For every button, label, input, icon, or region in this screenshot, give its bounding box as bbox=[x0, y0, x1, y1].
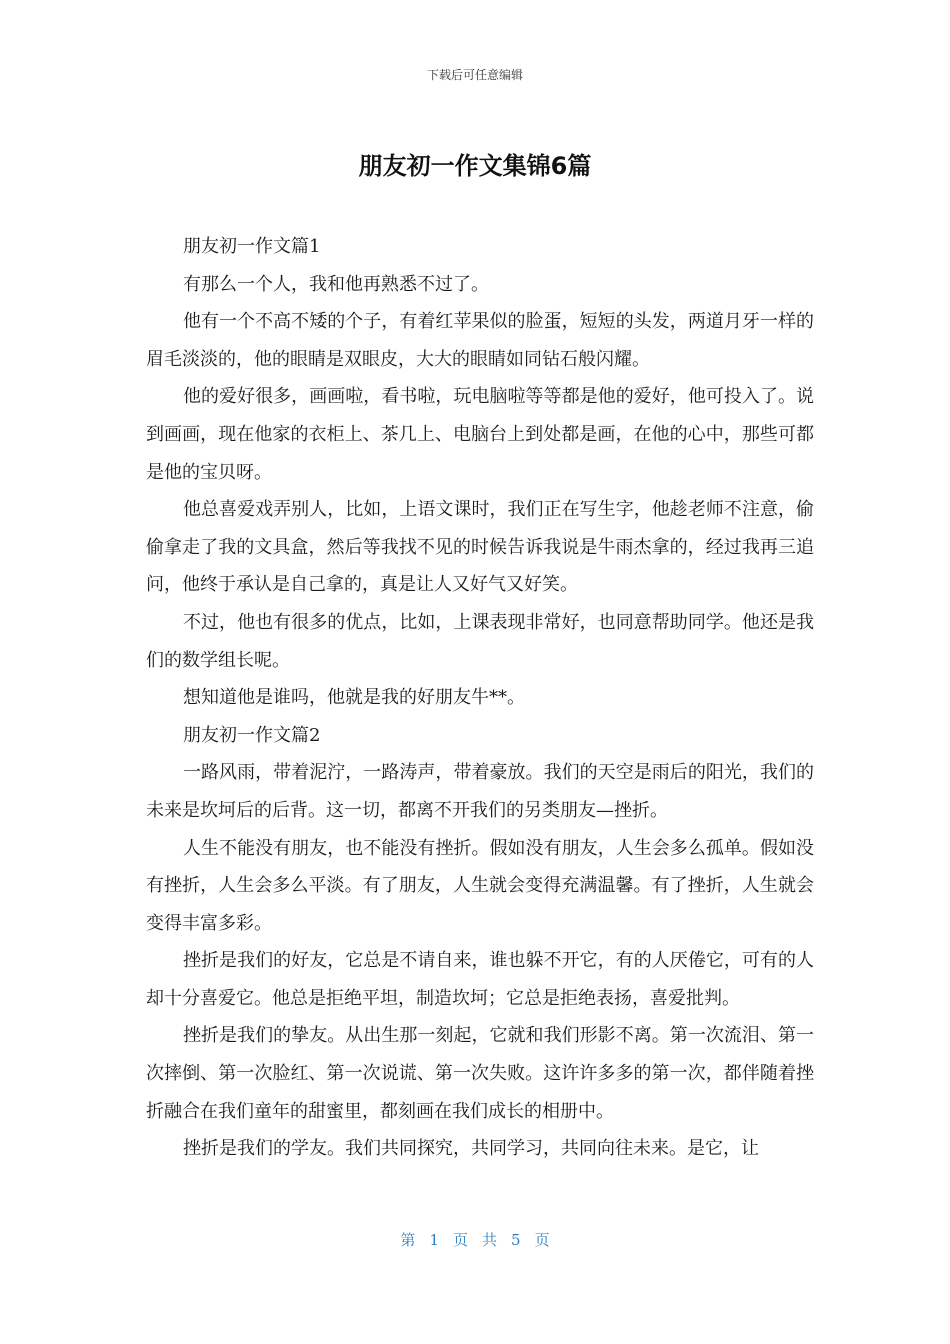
paragraph: 想知道他是谁吗，他就是我的好朋友牛**。 bbox=[183, 687, 525, 709]
paragraph: 他总喜爱戏弄别人，比如，上语文课时，我们正在写生字，他趁老师不注意，偷偷拿走了我的文具盒，然后等我找不见的时候告诉我说是牛雨杰拿的，经过我再三追问，他终于承认是自己拿的，真是让人又好气又好笑。 bbox=[146, 499, 814, 596]
footer-word-di: 第 bbox=[400, 1231, 416, 1249]
paragraph: 挫折是我们的挚友。从出生那一刻起，它就和我们形影不离。第一次流泪、第一次摔倒、第一次脸红、第一次说谎、第一次失败。这许许多多的第一次，都伴随着挫折融合在我们童年的甜蜜里，都刻画在我们成长的相册中。 bbox=[146, 1025, 814, 1122]
section-heading-1: 朋友初一作文篇1 bbox=[183, 236, 321, 257]
paragraph: 人生不能没有朋友，也不能没有挫折。假如没有朋友，人生会多么孤单。假如没有挫折，人生会多么平淡。有了朋友，人生就会变得充满温馨。有了挫折，人生就会变得丰富多彩。 bbox=[146, 837, 814, 934]
page-footer bbox=[0, 1229, 950, 1251]
paragraph: 挫折是我们的好友，它总是不请自来，谁也躲不开它，有的人厌倦它，可有的人却十分喜爱它。他总是拒绝平坦，制造坎坷；它总是拒绝表扬，喜爱批判。 bbox=[146, 950, 814, 1009]
footer-word-ye2: 页 bbox=[534, 1231, 550, 1249]
paragraph: 他有一个不高不矮的个子，有着红苹果似的脸蛋，短短的头发，两道月牙一样的眉毛淡淡的，他的眼睛是双眼皮，大大的眼睛如同钻石般闪耀。 bbox=[146, 311, 814, 370]
document-title: 朋友初一作文集锦6篇 bbox=[358, 152, 592, 180]
footer-current-page: 1 bbox=[429, 1231, 439, 1249]
footer-word-ye: 页 bbox=[452, 1231, 468, 1249]
paragraph: 他的爱好很多，画画啦，看书啦，玩电脑啦等等都是他的爱好，他可投入了。说到画画，现在他家的衣柜上、茶几上、电脑台上到处都是画，在他的心中，那些可都是他的宝贝呀。 bbox=[146, 386, 814, 483]
header-note: 下载后可任意编辑 bbox=[426, 68, 523, 82]
section-heading-2: 朋友初一作文篇2 bbox=[183, 724, 321, 746]
paragraph: 不过，他也有很多的优点，比如，上课表现非常好，也同意帮助同学。他还是我们的数学组长呢。 bbox=[146, 611, 814, 671]
footer-word-gong: 共 bbox=[482, 1231, 498, 1249]
footer-total-pages: 5 bbox=[511, 1231, 521, 1249]
paragraph: 有那么一个人，我和他再熟悉不过了。 bbox=[183, 273, 489, 295]
paragraph: 挫折是我们的学友。我们共同探究，共同学习，共同向往未来。是它，让 bbox=[183, 1138, 759, 1160]
paragraph: 一路风雨，带着泥泞，一路涛声，带着豪放。我们的天空是雨后的阳光，我们的未来是坎坷后的后背。这一切，都离不开我们的另类朋友—挫折。 bbox=[146, 762, 814, 821]
document-body bbox=[146, 228, 814, 1168]
